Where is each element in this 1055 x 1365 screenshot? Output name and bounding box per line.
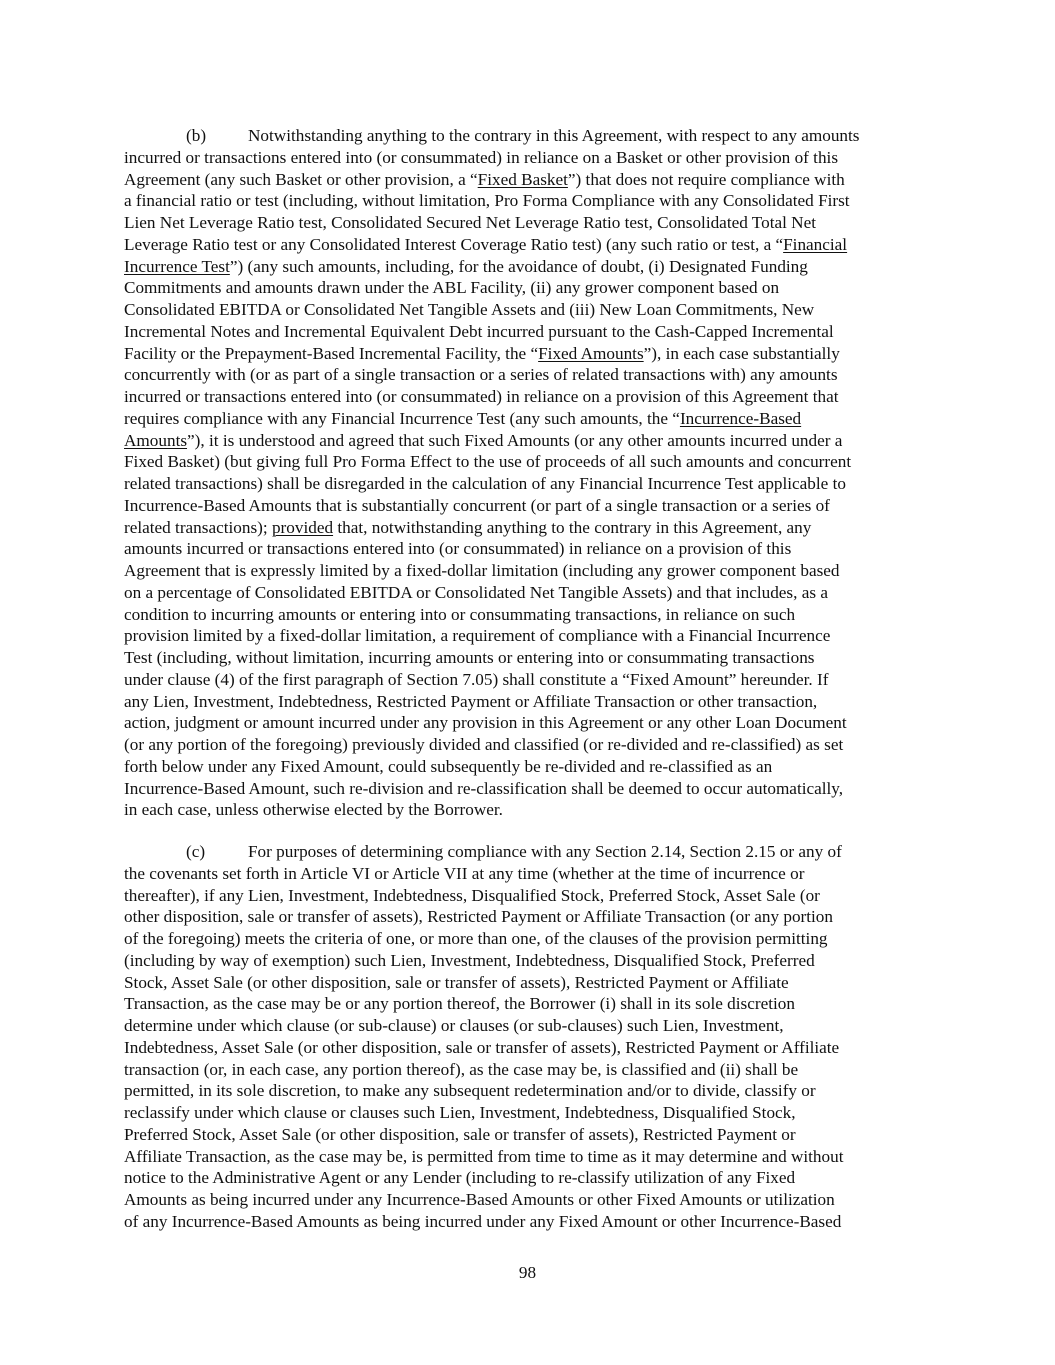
text-line: Agreement (any such Basket or other provision, a “Fixed Basket”) that does not require compliance with (124, 169, 845, 189)
text-line: provision limited by a fixed-dollar limitation, a requirement of compliance with a Financial Incurrence (124, 626, 831, 646)
text-line: permitted, in its sole discretion, to make any subsequent redetermination and/or to divide, classify or (124, 1081, 816, 1101)
text-line: related transactions); provided that, notwithstanding anything to the contrary in this Agreement, any (124, 517, 812, 537)
text-line: (b) Notwithstanding anything to the contrary in this Agreement, with respect to any amounts (186, 126, 860, 145)
text-line: of any Incurrence-Based Amounts as being incurred under any Fixed Amount or other Incurrence-Based (124, 1211, 842, 1231)
text-line: forth below under any Fixed Amount, could subsequently be re-divided and re-classified as an (124, 756, 773, 776)
text-line: the covenants set forth in Article VI or Article VII at any time (whether at the time of incurrence or (124, 863, 805, 883)
text-line: action, judgment or amount incurred under any provision in this Agreement or any other Loan Document (124, 713, 847, 733)
text-line: incurred or transactions entered into (or consummated) in reliance on a Basket or other provision of this (124, 147, 839, 167)
text-line: (including by way of exemption) such Lien, Investment, Indebtedness, Disqualified Stock, Preferred (124, 950, 815, 970)
text-line: Transaction, as the case may be or any portion thereof, the Borrower (i) shall in its sole discretion (124, 994, 795, 1014)
text-line: concurrently with (or as part of a single transaction or a series of related transactions with) any amounts (124, 365, 838, 385)
text-line: Test (including, without limitation, incurring amounts or entering into or consummating transactions (124, 648, 815, 667)
text-line: Leverage Ratio test or any Consolidated Interest Coverage Ratio test) (any such ratio or test, a “Financial (124, 234, 848, 254)
text-line: Lien Net Leverage Ratio test, Consolidated Secured Net Leverage Ratio test, Consolidated Total Net (124, 213, 816, 232)
text-line: of the foregoing) meets the criteria of one, or more than one, of the clauses of the provision permitting (124, 929, 828, 948)
text-line: Agreement that is expressly limited by a fixed-dollar limitation (including any grower component based (124, 561, 840, 580)
paragraph-c (124, 841, 939, 1233)
text-line: on a percentage of Consolidated EBITDA or Consolidated Net Tangible Assets) and that includes, as a (124, 582, 828, 602)
text-line: Incurrence-Based Amounts that is substantially concurrent (or part of a single transaction or a series of (124, 495, 830, 515)
text-line: thereafter), if any Lien, Investment, Indebtedness, Disqualified Stock, Preferred Stock, Asset Sale (or (124, 885, 820, 905)
text-line: Incremental Notes and Incremental Equivalent Debt incurred pursuant to the Cash-Capped Incremental (124, 321, 834, 341)
text-line: amounts incurred or transactions entered into (or consummated) in reliance on a provision of this (124, 539, 792, 559)
text-line: Incurrence Test”) (any such amounts, including, for the avoidance of doubt, (i) Designated Funding (124, 256, 808, 276)
defined-term: Incurrence-Based (679, 408, 802, 428)
text-line: in each case, unless otherwise elected by the Borrower. (124, 800, 503, 820)
text-line: Facility or the Prepayment-Based Incremental Facility, the “Fixed Amounts”), in each case substantially (124, 343, 840, 363)
text-line: Commitments and amounts drawn under the ABL Facility, (ii) any grower component based on (124, 278, 780, 298)
text-line: Incurrence-Based Amount, such re-division and re-classification shall be deemed to occur automatically, (124, 778, 844, 798)
text-line: (c) For purposes of determining compliance with any Section 2.14, Section 2.15 or any of (186, 842, 842, 861)
defined-term: Fixed Amounts (538, 343, 644, 363)
text-line: Amounts”), it is understood and agreed that such Fixed Amounts (or any other amounts incurred under a (124, 430, 843, 450)
text-line: transaction (or, in each case, any portion thereof), as the case may be, is classified and (ii) shall be (124, 1059, 799, 1079)
defined-term: Amounts (124, 430, 188, 450)
text-line: condition to incurring amounts or entering into or consummating transactions, in reliance on such (124, 604, 796, 624)
text-line: reclassify under which clause or clauses such Lien, Investment, Indebtedness, Disqualified Stock, (124, 1103, 796, 1122)
text-line: any Lien, Investment, Indebtedness, Restricted Payment or Affiliate Transaction or other transaction, (124, 691, 818, 711)
text-line: Amounts as being incurred under any Incurrence-Based Amounts or other Fixed Amounts or utilization (124, 1190, 835, 1209)
text-line: other disposition, sale or transfer of assets), Restricted Payment or Affiliate Transaction (or any portion (124, 907, 833, 927)
text-line: Stock, Asset Sale (or other disposition, sale or transfer of assets), Restricted Payment or Affiliate (124, 972, 789, 992)
text-line: related transactions) shall be disregarded in the calculation of any Financial Incurrence Test applicable to (124, 474, 846, 493)
text-line: requires compliance with any Financial Incurrence Test (any such amounts, the “Incurrence-Based (124, 408, 802, 428)
text-line: notice to the Administrative Agent or any Lender (including to re-classify utilization of any Fixed (124, 1168, 796, 1188)
text-line: incurred or transactions entered into (or consummated) in reliance on a provision of this Agreement that (124, 387, 839, 406)
text-line: (or any portion of the foregoing) previously divided and classified (or re-divided and re-classified) as set (124, 735, 844, 754)
clause-label: (b) (186, 126, 207, 145)
defined-term: provided (271, 517, 334, 537)
page-number: 98 (518, 1263, 537, 1282)
defined-term: Incurrence Test (124, 256, 230, 276)
clause-label: (c) (186, 842, 206, 861)
defined-term: Fixed Basket (477, 169, 568, 189)
text-line: a financial ratio or test (including, without limitation, Pro Forma Compliance with any Consolidated First (124, 191, 850, 211)
text-line: Preferred Stock, Asset Sale (or other disposition, sale or transfer of assets), Restricted Payment or (124, 1124, 796, 1144)
text-line: Consolidated EBITDA or Consolidated Net Tangible Assets and (iii) New Loan Commitments, New (124, 300, 815, 319)
text-line: Fixed Basket) (but giving full Pro Forma Effect to the use of proceeds of all such amounts and concurrent (124, 452, 852, 472)
text-line: determine under which clause (or sub-clause) or clauses (or sub-clauses) such Lien, Investment, (124, 1016, 784, 1035)
defined-term: Financial (783, 234, 848, 254)
paragraph-b (124, 125, 939, 821)
text-line: Affiliate Transaction, as the case may be, is permitted from time to time as it may determine and without (124, 1146, 844, 1166)
text-line: under clause (4) of the first paragraph of Section 7.05) shall constitute a “Fixed Amount” hereunder. If (124, 669, 829, 689)
text-line: Indebtedness, Asset Sale (or other disposition, sale or transfer of assets), Restricted Payment or Affiliate (124, 1037, 840, 1057)
